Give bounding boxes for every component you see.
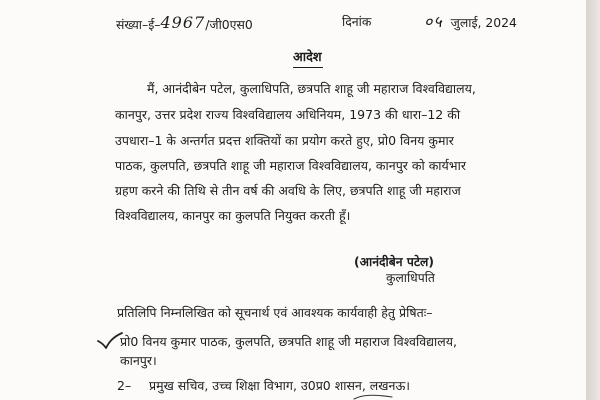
- body-line-5: ग्रहण करने की तिथि से तीन वर्ष की अवधि के लिए, छत्रपति शाहू जी महाराज: [115, 183, 461, 198]
- cut-off-handwritten-stroke: [352, 392, 394, 400]
- title-underline: [293, 67, 323, 68]
- date-value: [424, 14, 517, 30]
- order-title: आदेश: [293, 50, 322, 65]
- copy-item-2-number: 2–: [117, 378, 132, 393]
- reference-prefix: संख्या–ई–: [116, 17, 161, 32]
- reference-suffix: /जी0एस0: [205, 17, 253, 32]
- body-line-4: पाठक, कुलपति, छत्रपति शाहू जी महाराज विश्वविद्यालय, कानपुर को कार्यभार: [115, 158, 466, 173]
- page-edge-shadow: [586, 0, 600, 400]
- date-label: दिनांक: [342, 14, 372, 29]
- body-line-2: कानपुर, उत्तर प्रदेश राज्य विश्वविद्यालय अधिनियम, 1973 की धारा–12 की: [115, 107, 461, 122]
- signatory-designation: कुलाधिपति: [386, 271, 435, 285]
- date-month-year: जुलाई, 2024: [450, 15, 517, 30]
- reference-number: [116, 13, 253, 32]
- body-line-6: विश्वविद्यालय, कानपुर का कुलपति नियुक्त करती हूँ।: [115, 208, 351, 223]
- body-line-3: उपधारा–1 के अन्तर्गत प्रदत्त शक्तियों का प्रयोग करते हुए, प्रो0 विनय कुमार: [115, 133, 454, 148]
- signatory-name: (आनंदीबेन पटेल): [354, 255, 434, 269]
- copy-item-1-line-1: प्रो0 विनय कुमार पाठक, कुलपति, छत्रपति शाहू जी महाराज विश्वविद्यालय,: [120, 334, 457, 349]
- reference-handwritten-number: 4967: [160, 13, 206, 32]
- body-line-1: मैं, आनंदीबेन पटेल, कुलाधिपति, छत्रपति शाहू जी महाराज विश्वविद्यालय,: [147, 81, 476, 96]
- copy-intro: प्रतिलिपि निम्नलिखित को सूचनार्थ एवं आवश्यक कार्यवाही हेतु प्रेषितः–: [117, 305, 433, 320]
- copy-item-1-line-2: कानपुर।: [120, 353, 157, 368]
- copy-item-2-line-1: प्रमुख सचिव, उच्च शिक्षा विभाग, उ0प्र0 शासन, लखनऊ।: [149, 378, 410, 393]
- date-handwritten-day: ०५: [424, 12, 443, 31]
